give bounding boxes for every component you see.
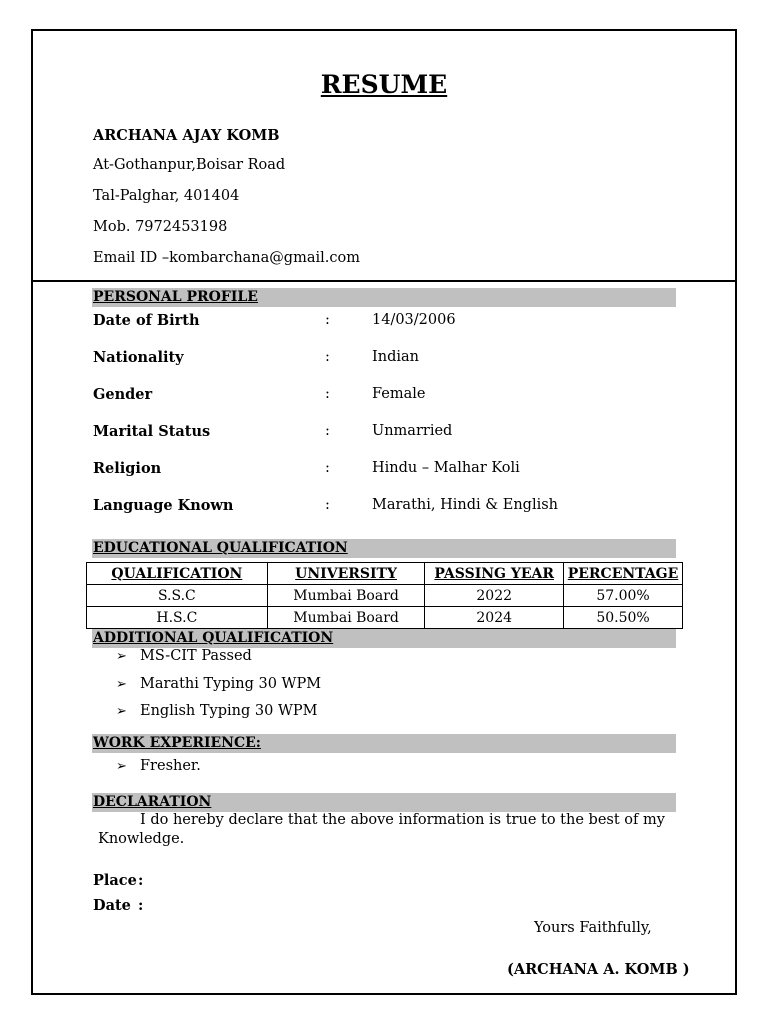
- personal-profile-heading: PERSONAL PROFILE: [93, 289, 258, 305]
- address-line-2: Tal-Palghar, 401404: [93, 188, 240, 204]
- declaration-text: I do hereby declare that the above information is true to the best of my: [140, 812, 665, 828]
- profile-label: Nationality: [93, 349, 184, 366]
- table-cell: 2024: [425, 607, 564, 629]
- education-table: [86, 562, 683, 629]
- table-cell: H.S.C: [87, 607, 268, 629]
- table-cell: 2022: [425, 585, 564, 607]
- list-item-text: Fresher.: [140, 758, 201, 774]
- work-experience-heading-band: [92, 734, 676, 753]
- closing-text: Yours Faithfully,: [534, 920, 652, 936]
- signature-name: (ARCHANA A. KOMB ): [507, 961, 690, 978]
- profile-label: Date of Birth: [93, 312, 200, 329]
- arrow-bullet-icon: ➢: [116, 677, 127, 692]
- arrow-bullet-icon: ➢: [116, 759, 127, 774]
- date-label: Date: [93, 897, 131, 914]
- column-header: QUALIFICATION: [87, 563, 268, 585]
- table-row: [87, 607, 683, 629]
- column-header: PERCENTAGE: [564, 563, 683, 585]
- arrow-bullet-icon: ➢: [116, 704, 127, 719]
- profile-value: 14/03/2006: [372, 312, 456, 328]
- table-row: [87, 585, 683, 607]
- table-cell: 50.50%: [564, 607, 683, 629]
- education-heading: EDUCATIONAL QUALIFICATION: [93, 540, 348, 556]
- address-line-1: At-Gothanpur,Boisar Road: [93, 157, 286, 173]
- declaration-text-continued: Knowledge.: [98, 831, 185, 847]
- declaration-heading-band: [92, 793, 676, 812]
- list-item: [116, 758, 201, 774]
- table-cell: S.S.C: [87, 585, 268, 607]
- profile-value: Indian: [372, 349, 419, 365]
- additional-qualification-heading: ADDITIONAL QUALIFICATION: [93, 630, 334, 646]
- arrow-bullet-icon: ➢: [116, 649, 127, 664]
- email-address: Email ID –kombarchana@gmail.com: [93, 250, 360, 266]
- profile-colon: :: [325, 312, 330, 328]
- date-colon: :: [138, 897, 144, 914]
- profile-label: Religion: [93, 460, 162, 477]
- table-cell: Mumbai Board: [267, 607, 425, 629]
- column-header: UNIVERSITY: [267, 563, 425, 585]
- table-header-row: [87, 563, 683, 585]
- table-cell: Mumbai Board: [267, 585, 425, 607]
- table-cell: 57.00%: [564, 585, 683, 607]
- profile-colon: :: [325, 386, 330, 402]
- mobile-number: Mob. 7972453198: [93, 219, 228, 235]
- profile-colon: :: [325, 497, 330, 513]
- work-experience-heading: WORK EXPERIENCE:: [93, 735, 261, 751]
- list-item-text: Marathi Typing 30 WPM: [140, 676, 322, 692]
- list-item: [116, 703, 317, 719]
- profile-label: Gender: [93, 386, 153, 403]
- place-label: Place: [93, 872, 137, 889]
- resume-title: RESUME: [320, 70, 448, 99]
- education-heading-band: [92, 539, 676, 558]
- profile-colon: :: [325, 460, 330, 476]
- list-item: [116, 676, 321, 692]
- declaration-heading: DECLARATION: [93, 794, 212, 810]
- profile-value: Female: [372, 386, 426, 402]
- profile-colon: :: [325, 423, 330, 439]
- profile-colon: :: [325, 349, 330, 365]
- additional-qualification-heading-band: [92, 629, 676, 648]
- list-item-text: MS-CIT Passed: [140, 648, 252, 664]
- column-header: PASSING YEAR: [425, 563, 564, 585]
- profile-value: Marathi, Hindi & English: [372, 497, 559, 513]
- profile-value: Unmarried: [372, 423, 453, 439]
- header-divider: [33, 280, 735, 282]
- list-item-text: English Typing 30 WPM: [140, 703, 318, 719]
- profile-value: Hindu – Malhar Koli: [372, 460, 520, 476]
- list-item: [116, 648, 252, 664]
- place-colon: :: [138, 872, 144, 889]
- personal-profile-heading-band: [92, 288, 676, 307]
- profile-label: Language Known: [93, 497, 234, 514]
- profile-label: Marital Status: [93, 423, 211, 440]
- candidate-name: ARCHANA AJAY KOMB: [93, 127, 280, 144]
